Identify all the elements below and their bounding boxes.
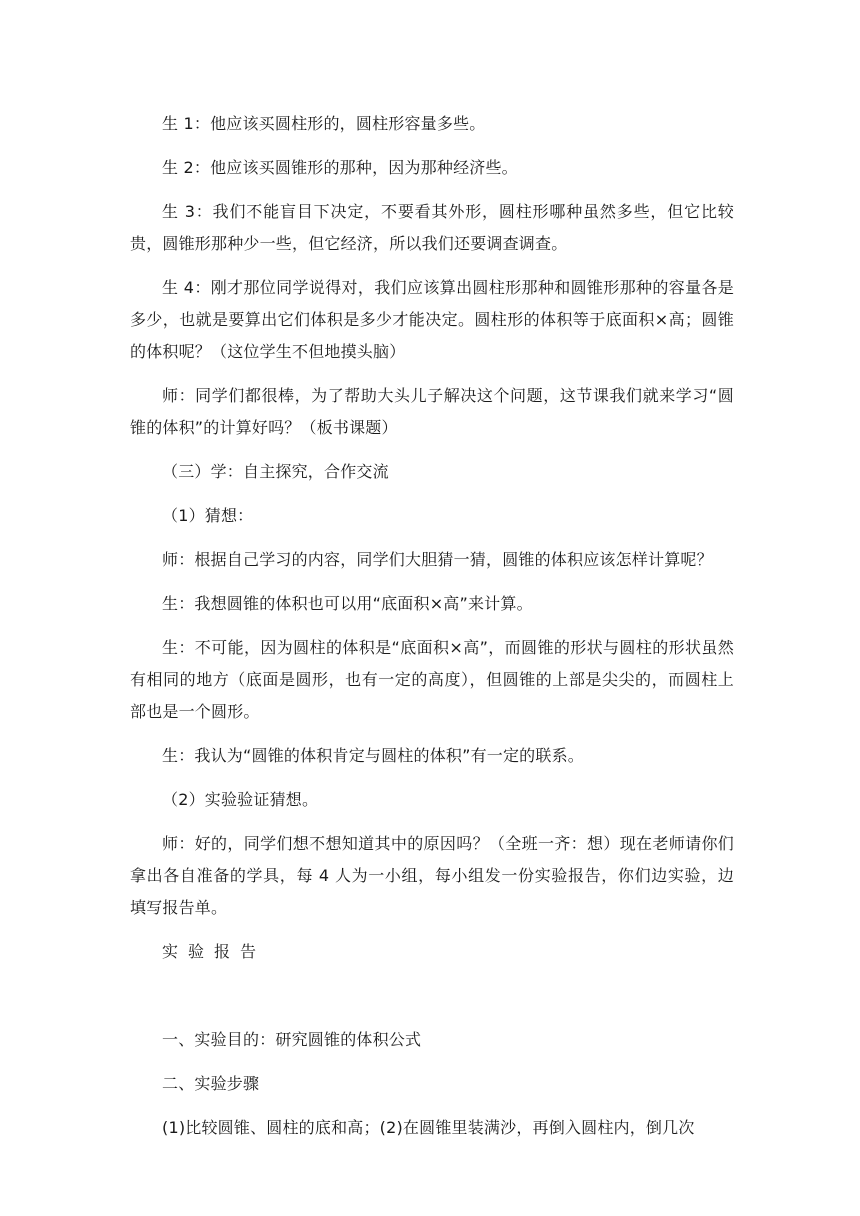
paragraph-teacher-experiment: 师：好的，同学们想不想知道其中的原因吗？（全班一齐：想）现在老师请你们拿出各自准备的学具，每 4 人为一小组，每小组发一份实验报告，你们边实验，边填写报告单。: [130, 834, 734, 917]
paragraph-student-3: 生 3：我们不能盲目下决定，不要看其外形，圆柱形哪种虽然多些，但它比较贵，圆锥形那种少一些，但它经济，所以我们还要调查调查。: [130, 202, 734, 253]
paragraph-student-1: 生 1：他应该买圆柱形的，圆柱形容量多些。: [162, 114, 486, 133]
document-body: [130, 108, 734, 1156]
subheading-guess: （1）猜想：: [162, 506, 254, 525]
paragraph-teacher-guess: 师：根据自己学习的内容，同学们大胆猜一猜，圆锥的体积应该怎样计算呢？: [162, 550, 713, 569]
paragraph-student-2: 生 2：他应该买圆锥形的那种，因为那种经济些。: [162, 158, 518, 177]
subheading-experiment: （2）实验验证猜想。: [162, 790, 319, 809]
paragraph-student-guess-2: 生：不可能，因为圆柱的体积是“底面积×高”，而圆锥的形状与圆柱的形状虽然有相同的地方（底面是圆形，也有一定的高度），但圆锥的上部是尖尖的，而圆柱上部也是一个圆形。: [130, 638, 734, 721]
paragraph-teacher-intro: 师：同学们都很棒，为了帮助大头儿子解决这个问题，这节课我们就来学习“圆锥的体积”的计算好吗？（板书课题）: [130, 386, 734, 437]
paragraph-student-4: 生 4：刚才那位同学说得对，我们应该算出圆柱形那种和圆锥形那种的容量各是多少，也就是要算出它们体积是多少才能决定。圆柱形的体积等于底面积×高；圆锥的体积呢？（这位学生不但地摸头脑）: [130, 278, 734, 361]
blank-line: [130, 980, 734, 1012]
paragraph-student-guess-3: 生：我认为“圆锥的体积肯定与圆柱的体积”有一定的联系。: [162, 746, 584, 765]
section-heading-explore: （三）学：自主探究，合作交流: [162, 462, 389, 481]
report-title: 实验报告: [162, 942, 267, 961]
report-purpose: 一、实验目的：研究圆锥的体积公式: [162, 1030, 422, 1049]
paragraph-student-guess-1: 生：我想圆锥的体积也可以用“底面积×高”来计算。: [162, 594, 533, 613]
report-steps-heading: 二、实验步骤: [162, 1074, 260, 1093]
report-steps-text: (1)比较圆锥、圆柱的底和高；(2)在圆锥里装满沙，再倒入圆柱内，倒几次: [162, 1118, 695, 1137]
